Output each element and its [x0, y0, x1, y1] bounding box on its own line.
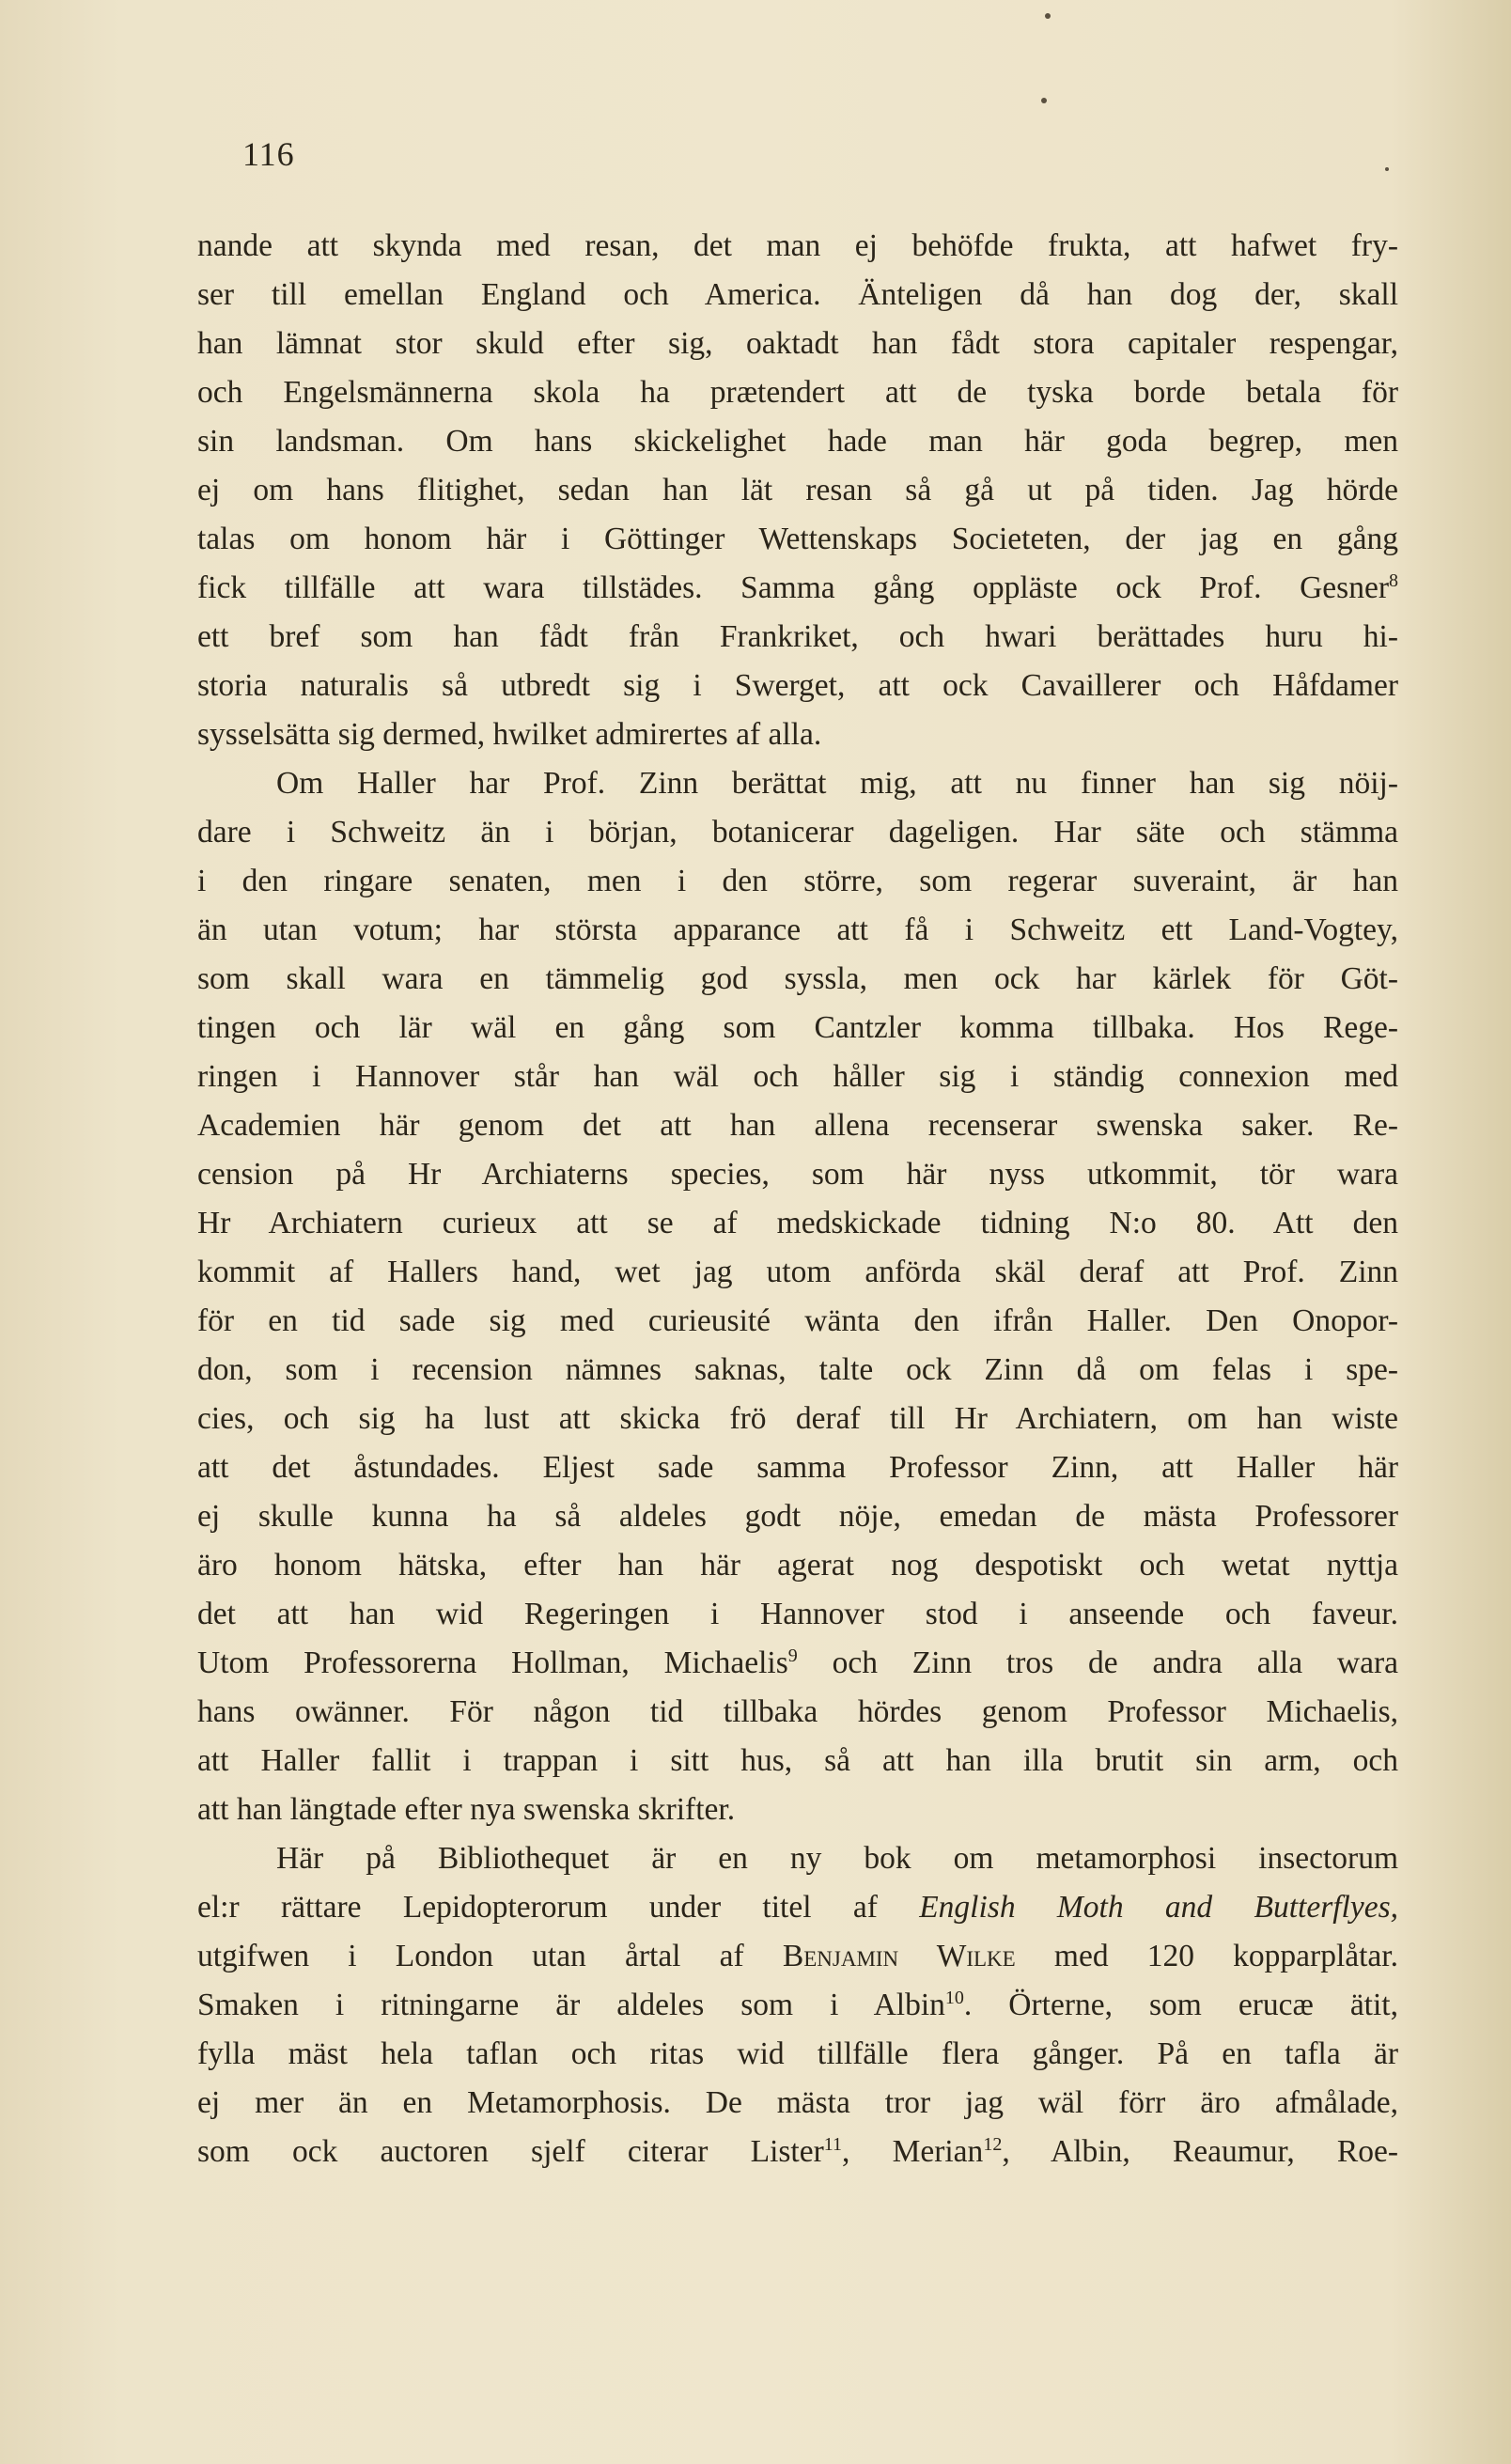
text-run: Smaken i ritningarne är aldeles som i Albin [197, 1988, 945, 2022]
footnote-marker: 10 [944, 1987, 964, 2008]
print-speck [1385, 167, 1389, 171]
text-line: ringen i Hannover står han wäl och håller sig i ständig connexion med [197, 1059, 1398, 1094]
text-line: Hr Archiatern curieux att se af medskickade tidning N:o 80. Att den [197, 1206, 1398, 1240]
page-number: 116 [242, 135, 295, 173]
text-line [197, 564, 1398, 613]
text-line: ser till emellan England och America. Änteligen då han dog der, skall [197, 277, 1398, 312]
text-line [197, 1981, 1398, 2030]
text-line: ej mer än en Metamorphosis. De mästa tror jag wäl förr äro afmålade, [197, 2085, 1398, 2120]
text-line: ej om hans flitighet, sedan han lät resan så gå ut på tiden. Jag hörde [197, 473, 1398, 507]
author-name: Benjamin Wilke [782, 1939, 1016, 1973]
text-line: don, som i recension nämnes saknas, talte ock Zinn då om felas i spe- [197, 1352, 1398, 1387]
text-line: fylla mäst hela taflan och ritas wid tillfälle flera gånger. På en tafla är [197, 2036, 1398, 2071]
text-line: för en tid sade sig med curieusité wänta den ifrån Haller. Den Onopor- [197, 1303, 1398, 1338]
text-line: att Haller fallit i trappan i sitt hus, så att han illa brutit sin arm, och [197, 1743, 1398, 1778]
text-line: Academien här genom det att han allena recenserar swenska saker. Re- [197, 1108, 1398, 1143]
text-line: storia naturalis så utbredt sig i Swerget, att ock Cavaillerer och Håfdamer [197, 668, 1398, 703]
print-speck [1045, 13, 1051, 19]
text-line: hans owänner. För någon tid tillbaka hördes genom Professor Michaelis, [197, 1694, 1398, 1729]
text-run: utgifwen i London utan årtal af [197, 1939, 783, 1973]
text-line: nande att skynda med resan, det man ej behöfde frukta, att hafwet fry- [197, 228, 1398, 263]
text-run: och Zinn tros de andra alla wara [797, 1645, 1399, 1680]
text-line: han lämnat stor skuld efter sig, oaktadt han fådt stora capitaler respengar, [197, 326, 1398, 361]
text-line: som skall wara en tämmelig god syssla, men ock har kärlek för Göt- [197, 961, 1398, 996]
text-line: tingen och lär wäl en gång som Cantzler komma tillbaka. Hos Rege- [197, 1010, 1398, 1045]
text-run: fick tillfälle att wara tillstädes. Samma gång oppläste ock Prof. Gesner [197, 570, 1389, 605]
text-line: det att han wid Regeringen i Hannover stod i anseende och faveur. [197, 1597, 1398, 1631]
text-line [197, 1883, 1398, 1932]
text-run: som ock auctoren sjelf citerar Lister [197, 2134, 824, 2169]
text-line: cies, och sig ha lust att skicka frö deraf till Hr Archiatern, om han wiste [197, 1401, 1398, 1436]
text-run: Utom Professorerna Hollman, Michaelis [197, 1645, 788, 1680]
footnote-marker: 9 [787, 1645, 798, 1666]
text-line: att han längtade efter nya swenska skrifter. [197, 1792, 736, 1827]
text-line: Här på Bibliothequet är en ny bok om metamorphosi insectorum [276, 1841, 1398, 1876]
text-line: än utan votum; har största apparance att få i Schweitz ett Land-Vogtey, [197, 912, 1398, 947]
text-line: kommit af Hallers hand, wet jag utom anförda skäl deraf att Prof. Zinn [197, 1255, 1398, 1289]
text-line: ett bref som han fådt från Frankriket, och hwari berättades huru hi- [197, 619, 1398, 654]
text-line: äro honom hätska, efter han här agerat nog despotiskt och wetat nyttja [197, 1548, 1398, 1583]
text-line: sin landsman. Om hans skickelighet hade man här goda begrep, men [197, 424, 1398, 459]
text-line [197, 2128, 1398, 2176]
text-line [197, 1932, 1398, 1981]
text-line: ej skulle kunna ha så aldeles godt nöje, emedan de mästa Professorer [197, 1499, 1398, 1534]
text-run: el:r rättare Lepidopterorum under titel af [197, 1890, 920, 1925]
footnote-marker: 8 [1389, 569, 1398, 591]
text-line [197, 1639, 1398, 1688]
text-run: . Örterne, som erucæ ätit, [963, 1988, 1398, 2022]
text-line: att det åstundades. Eljest sade samma Professor Zinn, att Haller här [197, 1450, 1398, 1485]
footnote-marker: 11 [823, 2133, 843, 2155]
text-line: i den ringare senaten, men i den större, som regerar suveraint, är han [197, 864, 1398, 898]
text-line: cension på Hr Archiaterns species, som här nyss utkommit, tör wara [197, 1157, 1398, 1192]
text-run: , Albin, Reaumur, Roe- [1002, 2134, 1398, 2169]
footnote-marker: 12 [983, 2133, 1003, 2155]
italic-title: English Moth and Butterflyes, [919, 1890, 1398, 1925]
text-line: och Engelsmännerna skola ha prætendert att de tyska borde betala för [197, 375, 1398, 410]
text-line: talas om honom här i Göttinger Wettenskaps Societeten, der jag en gång [197, 522, 1398, 556]
text-line: sysselsätta sig dermed, hwilket admirertes af alla. [197, 717, 822, 752]
body-text [197, 222, 1398, 2176]
text-run: med 120 kopparplåtar. [1015, 1939, 1398, 1973]
text-line: dare i Schweitz än i början, botanicerar dageligen. Har säte och stämma [197, 815, 1398, 850]
print-speck [1041, 98, 1047, 103]
text-run: , Merian [842, 2134, 984, 2169]
text-line: Om Haller har Prof. Zinn berättat mig, att nu finner han sig nöij- [276, 766, 1398, 801]
